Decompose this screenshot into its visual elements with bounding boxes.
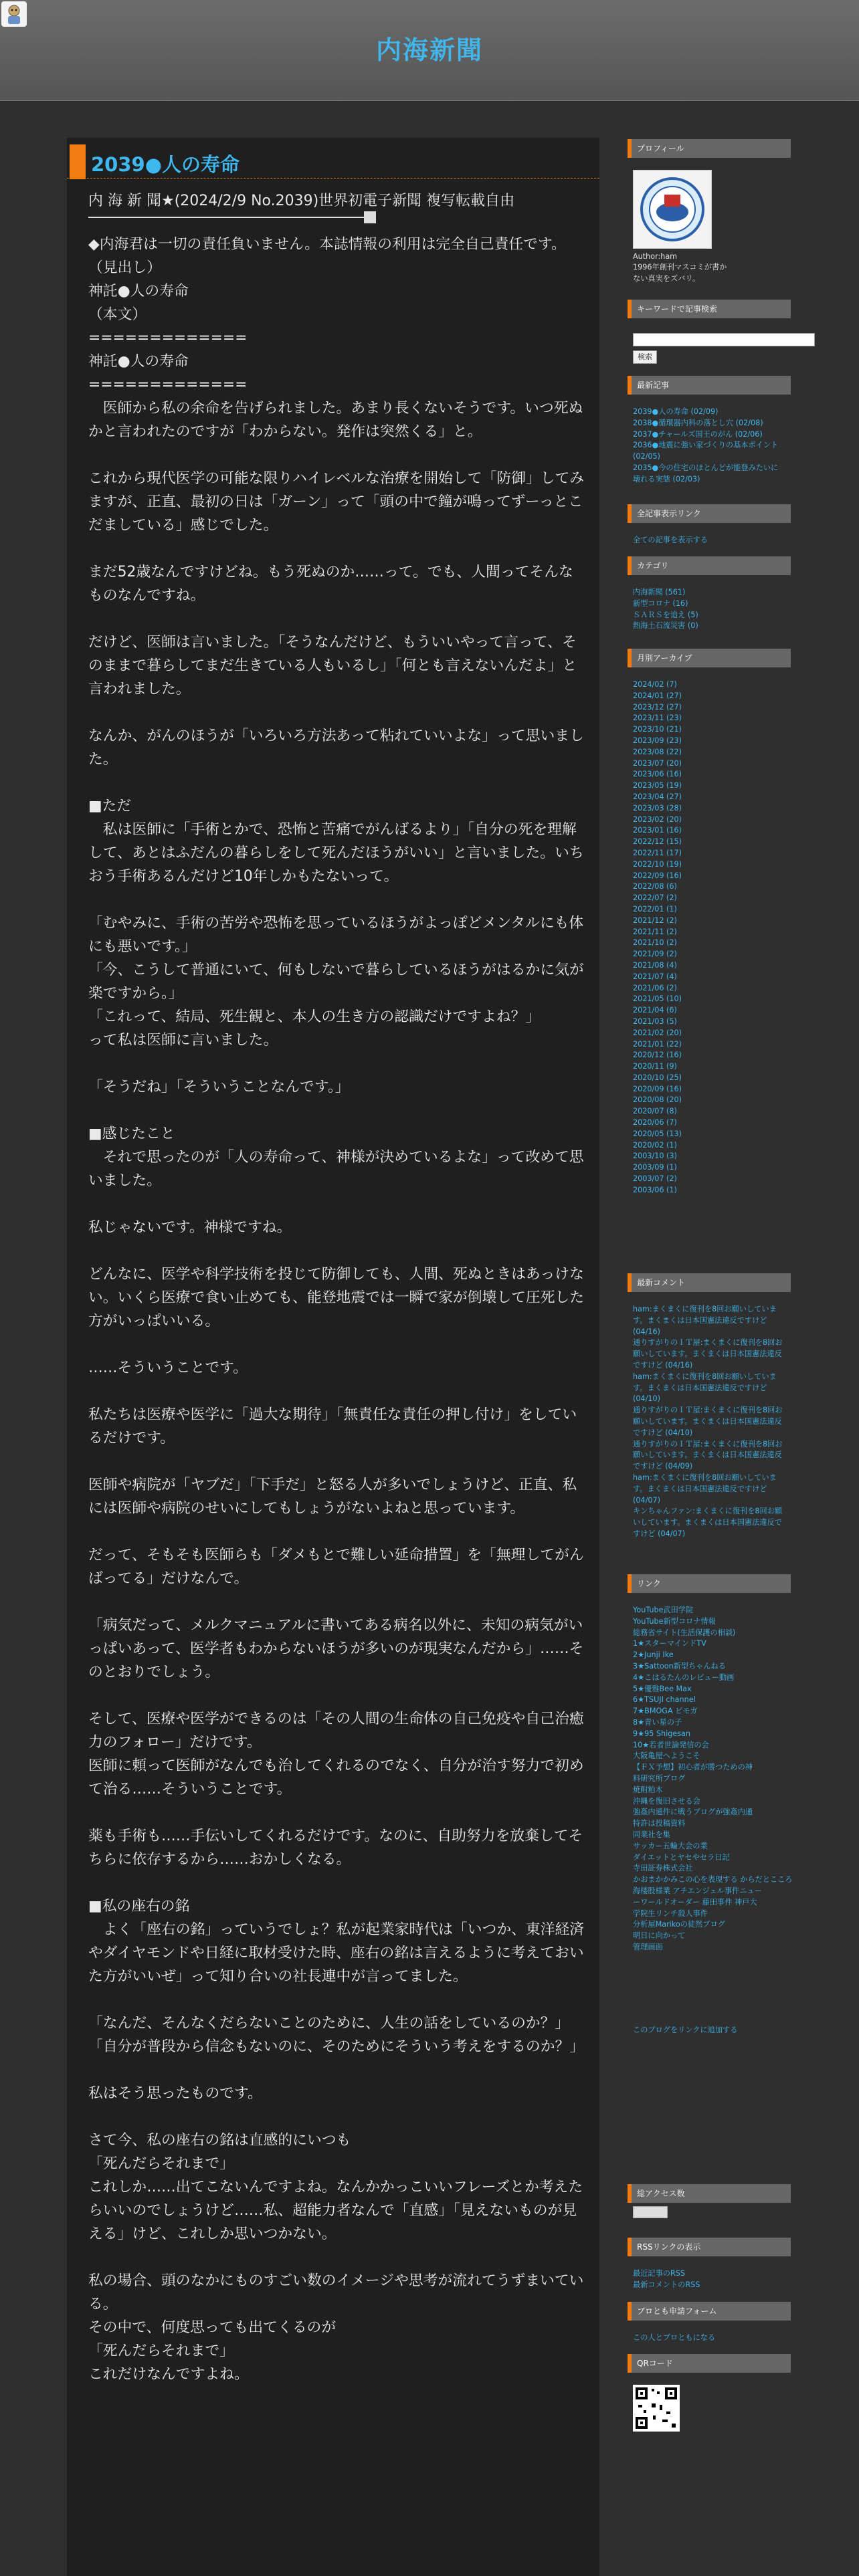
- profile-heading: プロフィール: [628, 139, 791, 158]
- external-link[interactable]: 管理画面: [633, 1942, 663, 1951]
- body-paragraph: 「そうだね」「そういうことなんです。」: [88, 1079, 350, 1095]
- body-paragraph: 私じゃないです。神様ですね。: [88, 1219, 292, 1236]
- all-entries-heading: 全記事表示リンク: [628, 504, 791, 523]
- body-paragraph: 医師や病院が「ヤブだ」「下手だ」と怒る人が多いでしょうけど、正直、私には医師や病院のせいにしてもしょうがないよねと思っています。: [88, 1477, 577, 1517]
- recent-entry-link[interactable]: 2038●循環器内科の落とし穴 (02/08): [633, 418, 763, 427]
- external-link[interactable]: 焼酎粕木: [633, 1785, 663, 1794]
- body-paragraph: 「死んだらそれまで」: [88, 2343, 234, 2359]
- archive-link[interactable]: 2021/01 (22): [633, 1039, 682, 1049]
- blank-line: [88, 1871, 587, 1895]
- links-list: [633, 1605, 793, 1953]
- body-paragraph: これだけなんですよね。: [88, 2366, 249, 2383]
- archive-link[interactable]: 2023/11 (23): [633, 714, 682, 723]
- qr-code: [633, 2385, 680, 2432]
- external-link[interactable]: 6★TSUJI channel: [633, 1695, 696, 1705]
- archive-link[interactable]: 2023/05 (19): [633, 781, 682, 790]
- body-paragraph: =============: [88, 377, 248, 393]
- blank-line: [88, 537, 587, 560]
- category-link[interactable]: 内海新聞 (561): [633, 588, 686, 597]
- archive-list: [633, 679, 793, 1196]
- archive-link[interactable]: 2021/06 (2): [633, 983, 677, 992]
- body-paragraph: ◆内海君は一切の責任負いません。本誌情報の利用は完全自己責任です。: [88, 236, 566, 253]
- external-link[interactable]: 料研究所ブログ: [633, 1774, 686, 1783]
- qr-heading: QRコード: [628, 2354, 791, 2373]
- blank-line: [88, 1801, 587, 1824]
- recent-entry-link[interactable]: 2035●今の住宅のほとんどが能登みたいに壊れる実態 (02/03): [633, 463, 779, 484]
- blank-line: [88, 1450, 587, 1473]
- comment-link[interactable]: ham:まくまくに復刊を8回お願いしています。まくまくは日本国憲法違反ですけど (04/16): [633, 1305, 777, 1336]
- body-paragraph: 私の場合、頭のなかにものすごい数のイメージや思考が流れてうずまいている。: [88, 2272, 584, 2313]
- external-link[interactable]: 海楼股様業 アチエンジェル事件ニュー: [633, 1886, 762, 1895]
- entry-body: [88, 233, 587, 2386]
- blank-line: [88, 771, 587, 794]
- rss-link[interactable]: 最近記事のRSS: [633, 2269, 685, 2278]
- body-paragraph: 「これって、結局、死生観と、本人の生き方の認識だけですよね？」: [88, 1008, 541, 1025]
- external-link[interactable]: 1★スターマインドTV: [633, 1639, 706, 1648]
- search-input[interactable]: [633, 333, 815, 346]
- body-paragraph: =============: [88, 330, 248, 346]
- archive-link[interactable]: 2021/11 (2): [633, 927, 677, 936]
- archive-link[interactable]: 2022/10 (19): [633, 859, 682, 869]
- archive-link[interactable]: 2022/09 (16): [633, 871, 682, 880]
- archive-link[interactable]: 2022/08 (6): [633, 882, 677, 891]
- body-paragraph: これしか……出てこないんですよね。なんかかっこいいフレーズとか考えたらいいのでしょうけど……私、超能力者なんで「直感」「見えないものが見える」けど、これしか思いつかない。: [88, 2179, 583, 2242]
- body-paragraph: ■ただ: [88, 798, 132, 815]
- comments-heading: 最新コメント: [628, 1273, 791, 1292]
- body-paragraph: だけど、医師は言いました。「そうなんだけど、もういいやって言って、そのままで暮らしてまだ生きている人もいるし」「何とも言えないんだよ」と言われました。: [88, 634, 577, 697]
- archive-heading: 月別アーカイブ: [628, 649, 791, 667]
- external-link[interactable]: ダイエットとヤセやセラ日記: [633, 1852, 730, 1862]
- archive-link[interactable]: 2003/06 (1): [633, 1185, 677, 1194]
- archive-link[interactable]: 2023/12 (27): [633, 702, 682, 712]
- blank-line: [88, 2058, 587, 2082]
- blank-line: [88, 1988, 587, 2012]
- archive-link[interactable]: 2003/10 (3): [633, 1152, 677, 1161]
- rss-list: [633, 2268, 793, 2291]
- friend-link[interactable]: この人とブロともになる: [633, 2333, 716, 2342]
- blank-line: [88, 888, 587, 911]
- archive-link[interactable]: 2020/02 (1): [633, 1140, 677, 1150]
- archive-link[interactable]: 2022/07 (2): [633, 893, 677, 903]
- blank-line: [88, 1684, 587, 1707]
- archive-link[interactable]: 2022/11 (17): [633, 848, 682, 857]
- archive-link[interactable]: 2020/06 (7): [633, 1118, 677, 1128]
- site-header: [0, 0, 859, 101]
- body-paragraph: 医師に頼って医師がなんでも治してくれるのでなく、自分が治す努力で初めて治る……そういうことです。: [88, 1757, 584, 1798]
- external-link[interactable]: 強姦内通件に戦うブログが強姦内通: [633, 1808, 753, 1817]
- body-paragraph: 薬も手術も……手伝いしてくれるだけです。なのに、自助努力を放棄してそちらに依存するから……おかしくなる。: [88, 1828, 583, 1868]
- archive-link[interactable]: 2021/04 (6): [633, 1006, 677, 1015]
- profile-author: Author:ham: [633, 252, 678, 261]
- body-paragraph: まだ52歳なんですけどね。もう死ぬのか……って。でも、人間ってそんなものなんですね。: [88, 564, 573, 604]
- blank-line: [88, 443, 587, 467]
- external-link[interactable]: ーワールドオーダー 藤田事件 神戸大: [633, 1897, 757, 1907]
- archive-link[interactable]: 2023/03 (28): [633, 803, 682, 813]
- external-link[interactable]: 総務省サイト(生活保護の相談): [633, 1628, 736, 1637]
- comment-link[interactable]: 通りすがりのＩＴ屋:まくまくに復刊を8回お願いしています。まくまくは日本国憲法違反ですけど (04/16): [633, 1338, 783, 1370]
- external-link[interactable]: 寺田証券株式会社: [633, 1864, 693, 1873]
- profile-bio: 1996年創刊マスコミが書かない真実をズバリ。: [633, 263, 727, 283]
- category-link[interactable]: ＳＡＲＳを追え (5): [633, 610, 698, 619]
- recent-heading: 最新記事: [628, 376, 791, 395]
- body-paragraph: ■感じたこと: [88, 1125, 175, 1142]
- archive-link[interactable]: 2021/09 (2): [633, 950, 677, 959]
- comment-link[interactable]: 通りすがりのＩＴ屋:まくまくに復刊を8回お願いしています。まくまくは日本国憲法違反ですけど (04/10): [633, 1406, 783, 1437]
- blank-line: [88, 1333, 587, 1356]
- blank-line: [88, 1590, 587, 1614]
- body-paragraph: これから現代医学の可能な限りハイレベルな治療を開始して「防御」してみますが、正直、最初の日は「ガーン」って「頭の中で鐘が鳴ってずーっとこだましている」感じでした。: [88, 470, 585, 534]
- category-list: [633, 587, 793, 632]
- entry-divider-square: [364, 211, 376, 223]
- blank-line: [88, 1520, 587, 1543]
- body-paragraph: （見出し）: [88, 259, 161, 276]
- blank-line: [88, 1239, 587, 1263]
- archive-link[interactable]: 2023/08 (22): [633, 747, 682, 756]
- profile-avatar[interactable]: [633, 170, 712, 249]
- recent-list: [633, 407, 780, 486]
- site-favicon-icon: [1, 1, 27, 27]
- comment-link[interactable]: キンちゃんファン:まくまくに復刊を8回お願いしています。まくまくは日本国憲法違反ですけど (04/07): [633, 1507, 783, 1538]
- body-paragraph: なんか、がんのほうが「いろいろ方法あって粘れていいよな」って思いました。: [88, 728, 584, 768]
- body-paragraph: そして、医療や医学ができるのは「その人間の生命体の自己免疫や自己治癒力のフォロー」だけです。: [88, 1711, 584, 1751]
- external-link[interactable]: 8★青い星の子: [633, 1717, 682, 1727]
- external-link[interactable]: 2★Junji Ike: [633, 1650, 674, 1660]
- add-link-link[interactable]: このブログをリンクに追加する: [633, 2026, 738, 2034]
- entry-title-accent: [70, 144, 86, 179]
- archive-link[interactable]: 2022/12 (15): [633, 837, 682, 847]
- body-paragraph: 神託●人の寿命: [88, 353, 189, 370]
- blank-line: [88, 1099, 587, 1122]
- archive-link[interactable]: 2021/08 (4): [633, 960, 677, 970]
- body-paragraph: 私たちは医療や医学に「過大な期待」「無責任な責任の押し付け」をしているだけです。: [88, 1406, 577, 1446]
- all-entries-link[interactable]: 全ての記事を表示する: [633, 536, 708, 544]
- archive-link[interactable]: 2024/02 (7): [633, 680, 677, 689]
- body-paragraph: その中で、何度思っても出てくるのが: [88, 2319, 337, 2336]
- search-heading: キーワードで記事検索: [628, 300, 791, 318]
- body-paragraph: それで思ったのが「人の寿命って、神様が決めているよな」って改めて思いました。: [88, 1149, 584, 1189]
- external-link[interactable]: 5★優雅Bee Max: [633, 1684, 692, 1693]
- archive-link[interactable]: 2021/12 (2): [633, 916, 677, 925]
- body-paragraph: 「死んだらそれまで」: [88, 2155, 234, 2172]
- external-link[interactable]: サッカー五輪大会の業: [633, 1841, 708, 1850]
- body-paragraph: 「今、こうして普通にいて、何もしないで暮らしているほうがはるかに気が楽ですから。」: [88, 962, 584, 1002]
- external-link[interactable]: 同業社を集: [633, 1830, 670, 1839]
- links-heading: リンク: [628, 1574, 791, 1593]
- archive-link[interactable]: 2021/03 (5): [633, 1016, 677, 1026]
- entry-lead: 内 海 新 聞★(2024/2/9 No.2039)世界初電子新聞 複写転載自由: [88, 193, 515, 209]
- archive-link[interactable]: 2020/09 (16): [633, 1084, 682, 1093]
- archive-link[interactable]: 2020/11 (9): [633, 1062, 677, 1071]
- category-heading: カテゴリ: [628, 556, 791, 575]
- friend-heading: ブロとも申請フォーム: [628, 2302, 791, 2321]
- body-paragraph: （本文）: [88, 306, 147, 323]
- body-paragraph: 「自分が普段から信念もないのに、そのためにそういう考えをするのか？」: [88, 2038, 585, 2055]
- archive-link[interactable]: 2024/01 (27): [633, 691, 682, 700]
- archive-link[interactable]: 2020/05 (13): [633, 1129, 682, 1138]
- archive-link[interactable]: 2022/01 (1): [633, 904, 677, 914]
- archive-link[interactable]: 2021/02 (20): [633, 1028, 682, 1037]
- site-title[interactable]: 内海新聞: [375, 35, 483, 65]
- access-counter: [633, 2206, 668, 2218]
- archive-link[interactable]: 2023/07 (20): [633, 758, 682, 768]
- archive-link[interactable]: 2023/04 (27): [633, 792, 682, 801]
- body-paragraph: 神託●人の寿命: [88, 283, 189, 300]
- search-button[interactable]: 検索: [633, 350, 657, 364]
- external-link[interactable]: 学院生リンチ殺人事件: [633, 1909, 708, 1918]
- external-link[interactable]: 大阪亀屋へようこそ: [633, 1751, 700, 1761]
- archive-link[interactable]: 2003/09 (1): [633, 1163, 677, 1172]
- category-link[interactable]: 熱海土石流災害 (0): [633, 621, 698, 631]
- body-paragraph: 医師から私の余命を告げられました。あまり長くないそうです。いつ死ぬかと言われたのですが「わからない。発作は突然くる」と。: [88, 400, 583, 440]
- body-paragraph: 私はそう思ったものです。: [88, 2085, 262, 2102]
- counter-heading: 総アクセス数: [628, 2184, 791, 2203]
- external-link[interactable]: 4★こはるたんのレビュー動画: [633, 1673, 735, 1682]
- archive-link[interactable]: 2023/09 (23): [633, 736, 682, 745]
- external-link[interactable]: 【ＦＸ予想】初心者が勝つための神: [633, 1763, 753, 1772]
- rss-link[interactable]: 最新コメントのRSS: [633, 2280, 700, 2289]
- external-link[interactable]: 7★BMOGA ビモガ: [633, 1707, 698, 1716]
- body-paragraph: って私は医師に言いました。: [88, 1032, 278, 1049]
- entry-header: [67, 142, 599, 179]
- body-paragraph: 「むやみに、手術の苦労や恐怖を思っているほうがよっぽどメンタルにも体にも悪いです。」: [88, 915, 584, 955]
- body-paragraph: 「病気だって、メルクマニュアルに書いてある病名以外に、未知の病気がいっぱいあって、医学者もわからないほうが多いのが現実なんだから」……そのとおりでしょう。: [88, 1617, 584, 1681]
- blank-line: [88, 1380, 587, 1403]
- blank-line: [88, 607, 587, 631]
- external-link[interactable]: 分析屋Marikoの徒然ブログ: [633, 1920, 725, 1929]
- external-link[interactable]: 10★若者世論発信の会: [633, 1740, 709, 1749]
- archive-link[interactable]: 2021/07 (4): [633, 972, 677, 981]
- body-paragraph: 私は医師に「手術とかで、恐怖と苦痛でがんばるより」「自分の死を理解して、あとはふだんの暮らしをして死んだほうがいい」と言いました。いちおう手術あるんだけど10年しかもたないって。: [88, 821, 584, 885]
- blank-line: [88, 2246, 587, 2269]
- body-paragraph: ……そういうことです。: [88, 1360, 248, 1376]
- body-paragraph: だって、そもそも医師らも「ダメもとで難しい延命措置」を「無理してがんばってる」だけなんで。: [88, 1547, 584, 1587]
- blank-line: [88, 701, 587, 724]
- blank-line: [88, 1052, 587, 1075]
- archive-link[interactable]: 2023/02 (20): [633, 815, 682, 824]
- entry-article: [67, 138, 599, 2576]
- body-paragraph: さて今、私の座右の銘は直感的にいつも: [88, 2132, 351, 2149]
- body-paragraph: どんなに、医学や科学技術を投じて防御しても、人間、死ぬときはあっけない。いくら医療で食い止めても、能登地震では一瞬で家が倒壊して圧死した方がいっぱいいる。: [88, 1266, 585, 1329]
- external-link[interactable]: YouTube新型コロナ情報: [633, 1616, 716, 1626]
- body-paragraph: 「なんだ、そんなくだらないことのために、人生の話をしているのか？」: [88, 2015, 570, 2032]
- archive-link[interactable]: 2023/06 (16): [633, 770, 682, 779]
- external-link[interactable]: 9★95 Shigesan: [633, 1729, 690, 1738]
- archive-link[interactable]: 2023/10 (21): [633, 725, 682, 734]
- comments-list: [633, 1304, 784, 1540]
- comment-link[interactable]: 通りすがりのＩＴ屋:まくまくに復刊を8回お願いしています。まくまくは日本国憲法違反ですけど (04/09): [633, 1439, 783, 1471]
- archive-link[interactable]: 2020/07 (8): [633, 1107, 677, 1116]
- external-link[interactable]: 3★Sattoon新型ちゃんねる: [633, 1661, 726, 1671]
- archive-link[interactable]: 2020/08 (20): [633, 1095, 682, 1105]
- archive-link[interactable]: 2020/10 (25): [633, 1073, 682, 1082]
- recent-entry-link[interactable]: 2036●地震に強い家づくりの基本ポイント (02/05): [633, 441, 779, 461]
- comment-link[interactable]: ham:まくまくに復刊を8回お願いしています。まくまくは日本国憲法違反ですけど (04/10): [633, 1372, 777, 1404]
- category-link[interactable]: 新型コロナ (16): [633, 599, 688, 608]
- archive-link[interactable]: 2023/01 (16): [633, 826, 682, 835]
- recent-entry-link[interactable]: 2039●人の寿命 (02/09): [633, 407, 719, 416]
- archive-link[interactable]: 2020/12 (16): [633, 1051, 682, 1060]
- external-link[interactable]: 明日に向かって: [633, 1931, 686, 1941]
- entry-title[interactable]: 2039●人の寿命: [91, 153, 240, 176]
- rss-heading: RSSリンクの表示: [628, 2238, 791, 2256]
- archive-link[interactable]: 2021/10 (2): [633, 938, 677, 948]
- comment-link[interactable]: ham:まくまくに復刊を8回お願いしています。まくまくは日本国憲法違反ですけど (04/07): [633, 1473, 777, 1505]
- body-paragraph: ■私の座右の銘: [88, 1898, 190, 1915]
- body-paragraph: よく「座右の銘」っていうでしょ？私が起業家時代は「いつか、東洋経済やダイヤモンドや日経に取材受けた時、座右の銘は言えるように考えておいた方がいいぜ」って知り合いの社長連中が言ってました。: [88, 1921, 585, 1985]
- external-link[interactable]: 沖縄を復旧させる会: [633, 1796, 700, 1806]
- external-link[interactable]: 特許は投稿資料: [633, 1819, 686, 1828]
- blank-line: [88, 2105, 587, 2129]
- blank-line: [88, 1192, 587, 1216]
- recent-entry-link[interactable]: 2037●チャールズ国王のがん (02/06): [633, 429, 763, 439]
- external-link[interactable]: YouTube武田学院: [633, 1606, 694, 1614]
- archive-link[interactable]: 2021/05 (10): [633, 994, 682, 1004]
- entry-divider: [88, 217, 369, 218]
- external-link[interactable]: かおまかかみこの心を表現する からだとこころ: [633, 1875, 793, 1885]
- archive-link[interactable]: 2003/07 (2): [633, 1174, 677, 1184]
